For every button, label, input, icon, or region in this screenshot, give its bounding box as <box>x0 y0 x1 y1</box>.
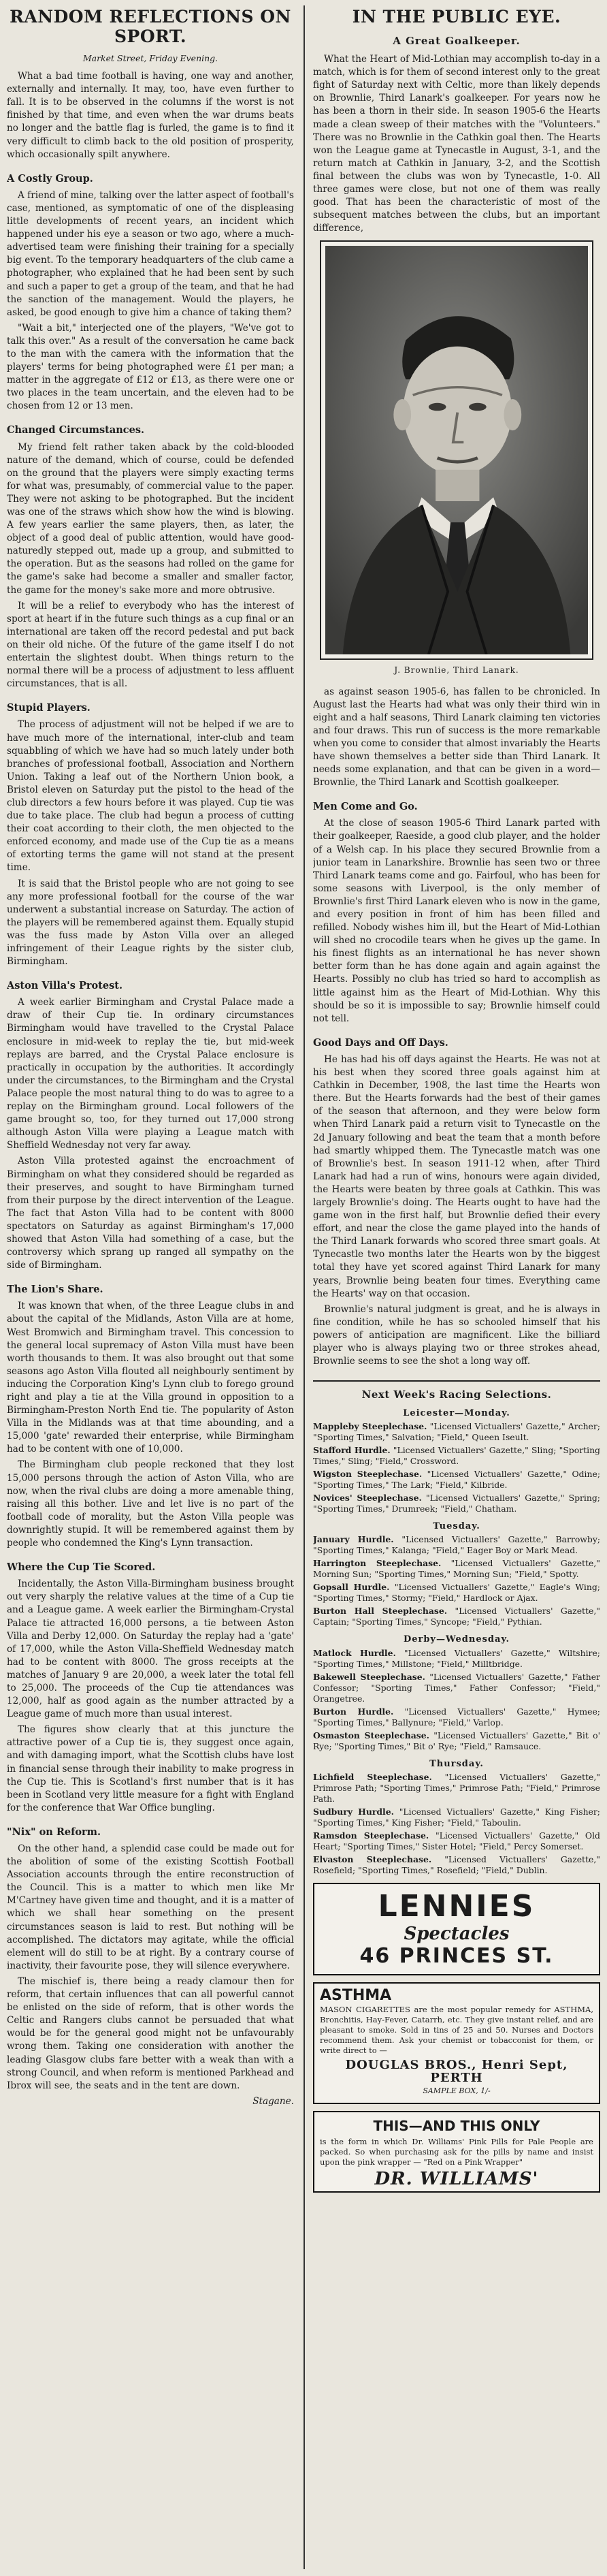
race-selection <box>313 1421 600 1443</box>
advert-title: THIS—AND THIS ONLY <box>373 2118 540 2135</box>
race-name: Elvaston Steeplechase. <box>313 1854 432 1864</box>
section-heading: The Lion's Share. <box>7 1284 103 1296</box>
race-name: Lichfield Steeplechase. <box>313 1771 432 1782</box>
race-tips: "Licensed Victuallers' Gazette," Barrowby; "Sporting Times," Kalanga; "Field," Eager Boy or Mark Mead. <box>313 1534 600 1556</box>
race-selection <box>313 1830 600 1852</box>
paragraph: Brownlie's natural judgment is great, and he is always in fine condition, while he has so schooled himself that his powers of anticipation are magnificent. Like the billiard player who is always playing two or three strokes ahead, Brownlie seems to see the shot a long way off. <box>313 1303 600 1367</box>
race-tips: "Licensed Victuallers' Gazette," Odine; "Sporting Times," The Lark; "Field," Kilbride. <box>313 1469 600 1491</box>
race-tips: "Licensed Victuallers' Gazette," Eagle's Wing; "Sporting Times," Stormy; "Field," Hardlock or Ajax. <box>313 1582 600 1604</box>
paragraph: It is said that the Bristol people who are not going to see any more professional football for the course of the war underwent a substantial increase on Saturday. The action of the players will be remembered against them. Equally stupid was the fuss made by Aston Villa over an alleged infringement of their League rights by the sister club, Birmingham. <box>7 878 294 968</box>
race-selection <box>313 1469 600 1491</box>
portrait-photo-frame <box>320 240 593 660</box>
paragraph: as against season 1905-6, has fallen to be chronicled. In August last the Hearts had what was only their third win in eight and a half seasons, Third Lanark claiming ten victories and four draws. This run of success is the more remarkable when you come to consider that almost invariably the Hearts have shown themselves a better side than Third Lanark. It needs some explanation, and that can be given in a word—Brownlie, the Third Lanark and Scottish goalkeeper. <box>313 686 600 789</box>
paragraph: He has had his off days against the Hearts. He was not at his best when they scored three goals against him at Cathkin in December, 1908, the last time the Hearts won there. But the Hearts forwards had the best of their games of the season that afternoon, and they were below form when Third Lanark paid a return visit to Tynecastle on the 2d January following and beat the team that a month before had smartly whipped them. The Tynecastle match was one of Brownlie's best. In season 1911-12 when, after Third Lanark had had a run of wins, honours were again divided, the Hearts were beaten by three goals at Cathkin. This was largely Brownlie's doing. The Hearts ought to have had the game won in the first half, but Brownlie defied their every effort, and near the close the game played into the hands of the Third Lanark forwards who scored three smart goals. At Tynecastle two months later the Hearts won by the biggest total they have yet scored against Third Lanark for many years, Brownlie being beaten four times. Everything came the Hearts' way on that occasion. <box>313 1053 600 1299</box>
race-selection <box>313 1558 600 1580</box>
race-name: Sudbury Hurdle. <box>313 1806 394 1817</box>
race-tips: "Licensed Victuallers' Gazette," Sling; "Sporting Times," Sling; "Field," Crossword. <box>313 1445 600 1467</box>
article-sections <box>7 172 294 2093</box>
paragraph: A friend of mine, talking over the latter aspect of football's case, mentioned, as symptomatic of one of the displeasing little developments of recent years, an incident which happened under his eye a season or two ago, where a much-advertised team were finishing their training for a specially big event. To the temporary headquarters of the club came a photographer, who explained that he had been sent by such and such a paper to get a group of the team, and that he had the sanction of the management. Would the players, he asked, be good enough to give him a chance of taking them? <box>7 189 294 318</box>
advert-sample: SAMPLE BOX, 1/- <box>423 2086 491 2095</box>
section-heading: Where the Cup Tie Scored. <box>7 1561 156 1574</box>
advert-firm: DOUGLAS BROS., Henri Sept, PERTH <box>345 2057 568 2085</box>
lennies-spectacles-advert <box>313 1883 600 1975</box>
race-tips: "Licensed Victuallers' Gazette," Father Confessor; "Sporting Times," Father Confessor; "Field," Orangetree. <box>313 1671 600 1704</box>
race-selection <box>313 1672 600 1704</box>
race-selection <box>313 1445 600 1467</box>
pink-pills-advert <box>313 2111 600 2193</box>
race-day-heading: Derby—Wednesday. <box>403 1634 510 1645</box>
intro <box>7 70 294 161</box>
race-day-heading: Thursday. <box>429 1758 484 1769</box>
race-name: Mappleby Steeplechase. <box>313 1421 427 1432</box>
paragraph: At the close of season 1905-6 Third Lanark parted with their goalkeeper, Raeside, a good club player, and the holder of a Welsh cap. In his place they secured Brownlie from a junior team in Lanarkshire. Brownlie has seen two or three Third Lanark teams come and go. Fairfoul, who has been for some seasons with Liverpool, is the only member of Brownlie's first Third Lanark eleven who is now in the game, and every position in front of him has been filled and refilled. Nobody wishes him ill, but the Heart of Mid-Lothian will shed no crocodile tears when he gives up the game. In his finest flights as an international he has never shown better form than he has done again and again against the Hearts. Possibly no club has tried so hard to accomplish as little against him as the Heart of Mid-Lothian. Why this should be so it is impossible to say; Brownlie himself could not tell. <box>313 818 600 1024</box>
race-tips: "Licensed Victuallers' Gazette," King Fisher; "Sporting Times," King Fisher; "Field," Taboulin. <box>313 1806 600 1828</box>
race-tips: "Licensed Victuallers' Gazette," Morning Sun; "Sporting Times," Morning Sun; "Field," Spotty. <box>313 1558 600 1580</box>
section-heading: "Nix" on Reform. <box>7 1826 101 1838</box>
race-selection <box>313 1534 600 1556</box>
section-heading: Men Come and Go. <box>313 801 418 813</box>
paragraph: "Wait a bit," interjected one of the players, "We've got to talk this over." As a result of the conversation he came back to the man with the camera with the information that the players' terms for being photographed were £1 per man; a matter in the aggregate of £12 or £13, as there were one or two places in the team uncertain, and the eleven had to be chosen from 12 or 13 men. <box>7 322 294 412</box>
paragraph: Aston Villa protested against the encroachment of Birmingham on what they considered should be regarded as their preserves, and sought to have Birmingham turned from their purpose by the direct intervention of the League. The fact that Aston Villa had to be content with 8000 spectators on Saturday as against Birmingham's 17,000 showed that Aston Villa had something of a case, but the controversy which sprang up ranged all sympathy on the side of Birmingham. <box>7 1156 294 1271</box>
story-intro <box>313 53 600 235</box>
race-tips: "Licensed Victuallers' Gazette," Captain; "Sporting Times," Syncope; "Field," Pythian. <box>313 1606 600 1627</box>
article-sections <box>313 800 600 1368</box>
race-selection <box>313 1807 600 1828</box>
racing-selections-list <box>313 1407 600 1875</box>
race-name: Novices' Steeplechase. <box>313 1493 422 1504</box>
story-continued <box>313 686 600 790</box>
race-name: Gopsall Hurdle. <box>313 1582 390 1593</box>
paragraph: What the Heart of Mid-Lothian may accomplish to-day in a match, which is for them of second interest only to the great fight of Saturday next with Celtic, more than likely depends on Brownlie, Third Lanark's goalkeeper. For years now he has been a thorn in their side. In season 1905-6 the Hearts made a clean sweep of their matches with the "Volunteers." There was no Brownlie in the Cathkin goal then. The Hearts won the League game at Tynecastle in August, 3-1, and the return match at Cathkin in January, 3-2, and the Scottish final between the clubs was won by Tynecastle, 1-0. All three games were close, but not one of them was really good. That has been the characteristic of most of the subsequent matches between the clubs, but an important difference, <box>313 54 600 234</box>
race-name: Stafford Hurdle. <box>313 1445 391 1456</box>
advert-brand: LENNIES <box>378 1888 536 1924</box>
race-selection <box>313 1706 600 1728</box>
advert-body: MASON CIGARETTES are the most popular remedy for ASTHMA, Bronchitis, Hay-Fever, Catarrh, etc. They give instant relief, and are pleasant to smoke. Sold in tins of 25 and 50. Nurses and Doctors recommend them. Ask your chemist or tobacconist for them, or write direct to — <box>320 2004 593 2055</box>
section-heading: Changed Circumstances. <box>7 424 145 436</box>
story-headline: A Great Goalkeeper. <box>393 35 521 47</box>
race-tips: "Licensed Victuallers' Gazette," Bit o' Rye; "Sporting Times," Bit o' Rye; "Field," Ramsauce. <box>313 1730 600 1751</box>
column-divider <box>304 5 305 2569</box>
byline-signature: Stagane. <box>252 2095 294 2107</box>
race-name: Burton Hurdle. <box>313 1706 394 1717</box>
race-day-heading: Leicester—Monday. <box>403 1408 510 1419</box>
photo-caption: J. Brownlie, Third Lanark. <box>394 665 519 675</box>
race-selection <box>313 1606 600 1627</box>
right-column <box>313 5 600 2569</box>
paragraph: The process of adjustment will not be helped if we are to have much more of the international, inter-club and team squabbling of which we have had so much lately under both branches of professional football, Association and Northern Union. Taking a leaf out of the Northern Union book, a Bristol eleven on Saturday put the pistol to the head of the club directors a few hours before it was played. Cup tie was due to take place. The club had begun a process of cutting their coat according to their cloth, the men objected to the enforced economy, and made use of the Cup tie as a means of extorting terms the game will not stand at the present time. <box>7 719 294 874</box>
race-name: Osmaston Steeplechase. <box>313 1730 429 1740</box>
paragraph: Incidentally, the Aston Villa-Birmingham business brought out very sharply the relative values at the time of a Cup tie and a League game. A week earlier the Birmingham-Crystal Palace tie attracted 16,000 persons, a tie between Aston Villa and Derby 12,000. On Saturday the replay had a 'gate' of 17,000, while the Aston Villa-Sheffield Wednesday match had to be content with 8000. The gross receipts at the matches of January 9 are 20,000, a week later the total fell to 25,000. The proceeds of the Cup tie attendances was 12,000, half as good again as the number attracted by a League game of much more than usual interest. <box>7 1578 294 1720</box>
paragraph: It was known that when, of the three League clubs in and about the capital of the Midlands, Aston Villa are at home, West Bromwich and Birmingham travel. This concession to the general local supremacy of Aston Villa must have been worth thousands to them. It was also brought out that some seasons ago Aston Villa flouted all neighbourly sentiment by inducing the Corporation King's Lynn club to forego ground right and play a tie at the Villa ground in opposition to a Birmingham-Preston North End tie. The popularity of Aston Villa in the Midlands was at that time abounding, and a 15,000 'gate' rewarded their enterprise, while Birmingham had to be content with one of 10,000. <box>7 1301 294 1455</box>
paragraph: It will be a relief to everybody who has the interest of sport at heart if in the future such things as a cup final or an international are taken off the record pedestal and put back on their old niche. Of the future of the game itself I do not entertain the slightest doubt. When things return to the normal there will be a process of adjustment to less affluent circumstances, that is all. <box>7 600 294 690</box>
paragraph: What a bad time football is having, one way and another, externally and internally. It may, too, have even further to fall. It is to be observed in the columns if the worst is not finished by that time, and even when the war drums beats no longer and the battle flag is furled, the game is to find it very difficult to climb back to the old position of prosperity, which occasionally spilt anywhere. <box>7 71 294 160</box>
race-selection <box>313 1854 600 1876</box>
paragraph: On the other hand, a splendid case could be made out for the abolition of some of the existing Scottish Football Association accounts through the entire reconstruction of the Council. This is a matter to which men like Mr M'Cartney have given time and thought, and it is a matter of which we shall hear something on the present circumstances season is laid to rest. But nothing will be accomplished. The dictators may agitate, while the official element will do still to be at right. By a contrary course of inactivity, their favourite pose, they will silence everywhere. <box>7 1843 294 1971</box>
paragraph: The mischief is, there being a ready clamour then for reform, that certain influences that can all powerful cannot be enlisted on the side of reform, that is other words the Celtic and Rangers clubs cannot be persuaded that what would be for the general good might not be unfavourably wrong them. Taking one consideration with another the leading Glasgow clubs fare better with a weak than with a strong Council, and when reform is mentioned Parkhead and Ibrox will see, the seats and in the tent are down. <box>7 1975 294 2091</box>
advert-title: ASTHMA <box>320 1986 392 2004</box>
left-column <box>7 5 294 2569</box>
paragraph: The Birmingham club people reckoned that they lost 15,000 persons through the action of Aston Villa, who are now, when the rival clubs are doing a more amenable thing, raising all this bother. Live and let live is no part of the football code of morality, but the Aston Villa people was downrightly stupid. It will be remembered against them by people who condemned the King's Lynn transaction. <box>7 1459 294 1549</box>
dateline: Market Street, Friday Evening. <box>82 53 218 63</box>
race-name: January Hurdle. <box>313 1534 394 1545</box>
race-name: Harrington Steeplechase. <box>313 1558 442 1569</box>
racing-selections-heading: Next Week's Racing Selections. <box>313 1380 600 1401</box>
race-name: Burton Hall Steeplechase. <box>313 1606 448 1617</box>
column-headline: IN THE PUBLIC EYE. <box>352 7 561 27</box>
section-heading: Stupid Players. <box>7 702 91 714</box>
section-heading: Aston Villa's Protest. <box>7 980 122 992</box>
section-heading: Good Days and Off Days. <box>313 1036 448 1049</box>
section-heading: A Costly Group. <box>7 172 93 185</box>
race-day-heading: Tuesday. <box>433 1521 480 1532</box>
race-selection <box>313 1772 600 1804</box>
race-tips: "Licensed Victuallers' Gazette," Archer; "Sporting Times," Salvation; "Field," Queen Iseult. <box>313 1421 600 1443</box>
paragraph: A week earlier Birmingham and Crystal Palace made a draw of their Cup tie. In ordinary circumstances Birmingham would have travelled to the Crystal Palace enclosure in mid-week to replay the tie, but mid-week replays are barred, and the Crystal Palace enclosure is practically in occupation by the authorities. It accordingly under the circumstances, to the Birmingham and the Crystal Palace people the most natural thing to do was to agree to a replay on the Birmingham ground. Local followers of the game brought so, too, for they turned out 17,000 strong although Aston Villa were playing a League match with Sheffield Wednesday not very far away. <box>7 997 294 1151</box>
race-selection <box>313 1493 600 1514</box>
advert-brand: DR. WILLIAMS' <box>374 2169 539 2190</box>
race-name: Bakewell Steeplechase. <box>313 1671 425 1682</box>
race-selection <box>313 1582 600 1604</box>
race-tips: "Licensed Victuallers' Gazette," Primrose Path; "Sporting Times," Primrose Path; "Field," Primrose Path. <box>313 1771 600 1804</box>
race-name: Ramsdon Steeplechase. <box>313 1830 429 1841</box>
race-tips: "Licensed Victuallers' Gazette," Hymee; "Sporting Times," Ballynure; "Field," Varlop. <box>313 1706 600 1728</box>
race-name: Wigston Steeplechase. <box>313 1469 423 1480</box>
advert-body: is the form in which Dr. Williams' Pink Pills for Pale People are packed. So when purchasing ask for the pills by name and insist upon the pink wrapper — "Red on a Pink Wrapper" <box>320 2137 593 2167</box>
race-tips: "Licensed Victuallers' Gazette," Rosefield; "Sporting Times," Rosefield; "Field," Dublin. <box>313 1854 600 1875</box>
column-headline: RANDOM REFLECTIONS ON SPORT. <box>10 7 291 46</box>
race-selection <box>313 1730 600 1752</box>
goalkeeper-portrait-image <box>325 246 588 654</box>
advert-product: Spectacles <box>404 1923 510 1944</box>
race-name: Matlock Hurdle. <box>313 1647 396 1658</box>
paragraph: The figures show clearly that at this juncture the attractive power of a Cup tie is, they suggest once again, and with damaging import, what the Scottish clubs have lost in financial sense through their inability to make progress in the Cup tie. This is Scotland's first number that is it has been in Scotland very little measure for a fight with England for the conference that War Office bungling. <box>7 1724 294 1813</box>
race-tips: "Licensed Victuallers' Gazette," Spring; "Sporting Times," Drumreek; "Field," Chatham. <box>313 1493 600 1514</box>
race-tips: "Licensed Victuallers' Gazette," Wiltshire; "Sporting Times," Millstone; "Field," Milltbridge. <box>313 1647 600 1669</box>
paragraph: My friend felt rather taken aback by the cold-blooded nature of the demand, which of course, could be defended on the ground that the players were simply exacting terms for what was, presumably, of commercial value to the paper. They were not asking to be photographed. But the incident was one of the straws which show how the wind is blowing. A few years earlier the same players, then, as later, the object of a good deal of public attention, would have good-naturedly stepped out, made up a group, and submitted to the operation. But as the seasons had rolled on the game for the game's sake had become a smaller and smaller factor, the game for the money's sake more and more obtrusive. <box>7 441 294 596</box>
advert-address: 46 PRINCES ST. <box>359 1943 554 1968</box>
race-selection <box>313 1648 600 1670</box>
asthma-advert <box>313 1982 600 2104</box>
race-tips: "Licensed Victuallers' Gazette," Old Heart; "Sporting Times," Sister Hotel; "Field," Percy Somerset. <box>313 1830 600 1851</box>
